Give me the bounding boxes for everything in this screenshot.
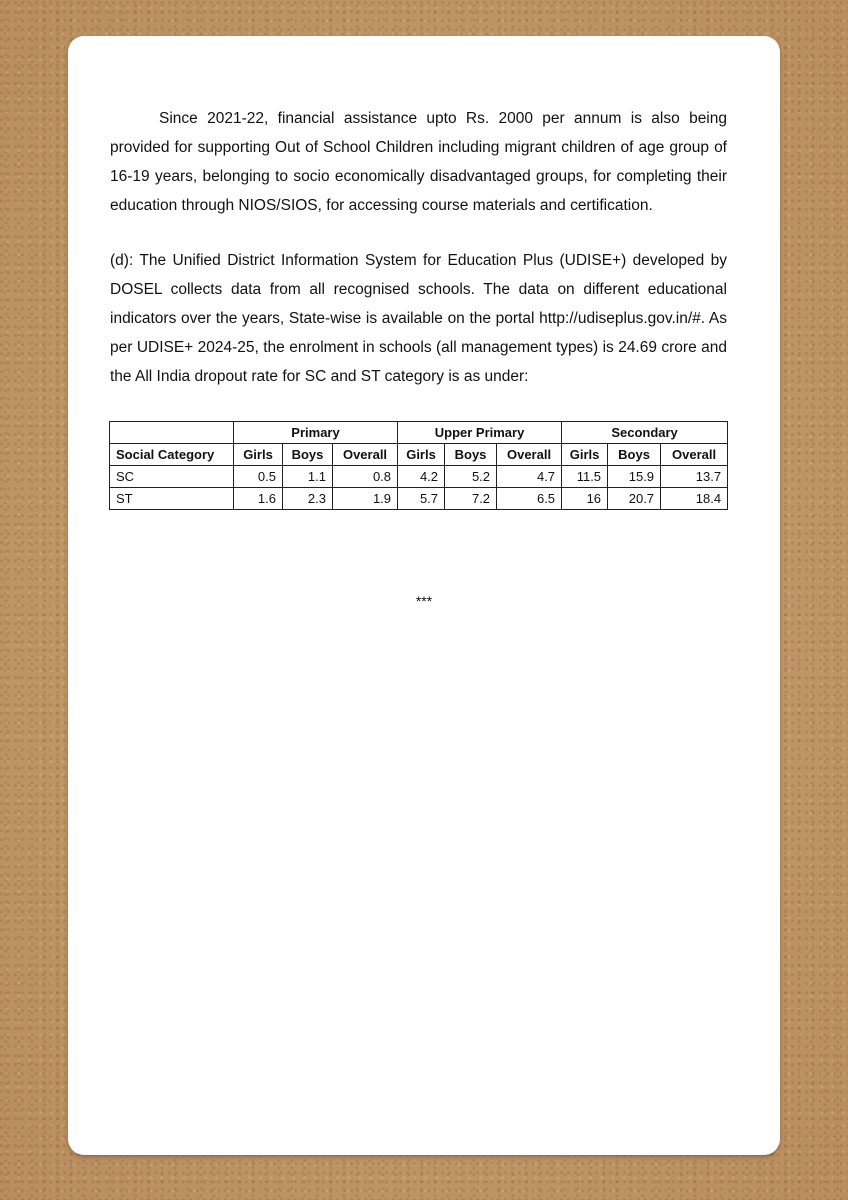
table-cell: 0.5 bbox=[234, 466, 283, 488]
paragraph-udise: (d): The Unified District Information System for Education Plus (UDISE+) developed by DOSEL collects data from all recognised schools. The data on different educational indicators over the years, State-wise is available on the portal http://udiseplus.gov.in/#. As per UDISE+ 2024-25, the enrolment in schools (all management types) is 24.69 crore and the All India dropout rate for SC and ST category is as under: bbox=[110, 252, 727, 385]
table-cell: 7.2 bbox=[445, 488, 497, 510]
dropout-rate-table bbox=[109, 421, 728, 510]
sub-header-secondary-overall: Overall bbox=[661, 444, 728, 466]
paragraph-1-text: Since 2021-22, financial assistance upto Rs. 2000 per annum is also being provided for supporting Out of School Children including migrant children of age group of 16-19 years, belonging to socio economically disadvantaged groups, for completing their education through NIOS/SIOS, for accessing course materials and certification. bbox=[110, 110, 727, 214]
table-sub-header-row bbox=[110, 444, 728, 466]
table-row bbox=[110, 488, 728, 510]
group-header-secondary: Secondary bbox=[562, 422, 728, 444]
social-category-header: Social Category bbox=[110, 444, 234, 466]
table-group-header-row bbox=[110, 422, 728, 444]
sub-header-upper-primary-girls: Girls bbox=[398, 444, 445, 466]
table-cell: 5.2 bbox=[445, 466, 497, 488]
table-cell: 11.5 bbox=[562, 466, 608, 488]
document-page bbox=[68, 36, 780, 1155]
table-cell: 4.2 bbox=[398, 466, 445, 488]
table-row bbox=[110, 466, 728, 488]
table-cell: 13.7 bbox=[661, 466, 728, 488]
paragraph-financial-assistance bbox=[110, 104, 727, 220]
table-cell: 1.6 bbox=[234, 488, 283, 510]
table-cell: 4.7 bbox=[497, 466, 562, 488]
sub-header-upper-primary-overall: Overall bbox=[497, 444, 562, 466]
sub-header-secondary-boys: Boys bbox=[608, 444, 661, 466]
group-header-upper-primary: Upper Primary bbox=[398, 422, 562, 444]
table-cell: 6.5 bbox=[497, 488, 562, 510]
table-cell: 16 bbox=[562, 488, 608, 510]
table-cell: 1.1 bbox=[283, 466, 333, 488]
table-cell: 5.7 bbox=[398, 488, 445, 510]
table-cell: 0.8 bbox=[333, 466, 398, 488]
sub-header-primary-girls: Girls bbox=[234, 444, 283, 466]
table-cell: 20.7 bbox=[608, 488, 661, 510]
table-cell: 18.4 bbox=[661, 488, 728, 510]
table-corner-cell bbox=[110, 422, 234, 444]
table-cell: 2.3 bbox=[283, 488, 333, 510]
sub-header-upper-primary-boys: Boys bbox=[445, 444, 497, 466]
sub-header-secondary-girls: Girls bbox=[562, 444, 608, 466]
sub-header-primary-boys: Boys bbox=[283, 444, 333, 466]
table-cell: 1.9 bbox=[333, 488, 398, 510]
table-cell: 15.9 bbox=[608, 466, 661, 488]
sub-header-primary-overall: Overall bbox=[333, 444, 398, 466]
end-of-document-mark: *** bbox=[415, 593, 433, 609]
row-category-sc: SC bbox=[110, 466, 234, 488]
group-header-primary: Primary bbox=[234, 422, 398, 444]
row-category-st: ST bbox=[110, 488, 234, 510]
